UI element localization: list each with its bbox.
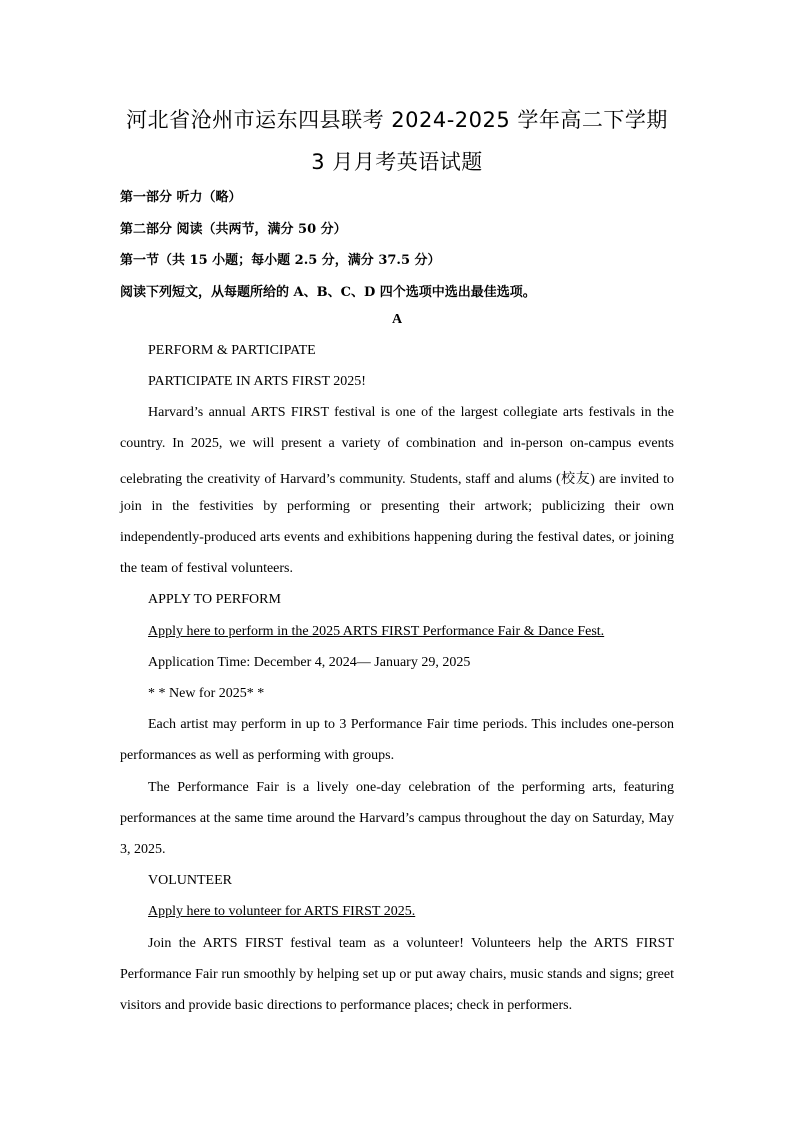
paragraph-line: Performance Fair run smoothly by helping set up or put away chairs, music stands and signs; greet	[120, 967, 674, 982]
paragraph-line: Join the ARTS FIRST festival team as a volunteer! Volunteers help the ARTS FIRST	[148, 936, 674, 951]
section-one-heading: 第一节（共 15 小题；每小题 2.5 分，满分 37.5 分）	[120, 253, 441, 268]
passage-heading-perform: PERFORM & PARTICIPATE	[148, 343, 316, 358]
paragraph-line: independently-produced arts events and exhibitions happening during the festival dates, or joining	[120, 530, 674, 545]
paragraph-line: 3, 2025.	[120, 842, 166, 857]
paragraph-line: performances at the same time around the Harvard’s campus throughout the day on Saturday, May	[120, 811, 674, 826]
part-one-heading: 第一部分 听力（略）	[120, 190, 242, 205]
passage-label: A	[391, 312, 403, 327]
volunteer-link[interactable]: Apply here to volunteer for ARTS FIRST 2025.	[148, 904, 416, 919]
passage-heading-participate: PARTICIPATE IN ARTS FIRST 2025!	[148, 374, 366, 389]
paragraph-line: celebrating the creativity of Harvard’s community. Students, staff and alums (校友) are invited to	[120, 472, 674, 487]
paragraph-line: The Performance Fair is a lively one-day celebration of the performing arts, featuring	[148, 780, 674, 795]
document-title-line-1: 河北省沧州市运东四县联考 2024-2025 学年高二下学期	[126, 108, 668, 132]
paragraph-line: country. In 2025, we will present a variety of combination and in-person on-campus events	[120, 436, 674, 451]
application-time: Application Time: December 4, 2024— January 29, 2025	[148, 655, 471, 670]
volunteer-heading: VOLUNTEER	[148, 873, 232, 888]
document-title-line-2: 3 月月考英语试题	[311, 150, 483, 174]
paragraph-line: Harvard’s annual ARTS FIRST festival is one of the largest collegiate arts festivals in the	[148, 405, 674, 420]
paragraph-line: Each artist may perform in up to 3 Performance Fair time periods. This includes one-person	[148, 717, 674, 732]
paragraph-line: join in the festivities by performing or presenting their artwork; publicizing their own	[120, 499, 674, 514]
new-for-2025-note: * * New for 2025* *	[148, 686, 265, 701]
apply-to-perform-heading: APPLY TO PERFORM	[148, 592, 281, 607]
reading-instructions: 阅读下列短文，从每题所给的 A、B、C、D 四个选项中选出最佳选项。	[120, 285, 536, 300]
paragraph-line: performances as well as performing with groups.	[120, 748, 395, 763]
paragraph-line: visitors and provide basic directions to performance places; check in performers.	[120, 998, 573, 1013]
apply-to-perform-link[interactable]: Apply here to perform in the 2025 ARTS FIRST Performance Fair & Dance Fest.	[148, 624, 605, 639]
part-two-heading: 第二部分 阅读（共两节，满分 50 分）	[120, 222, 347, 237]
paragraph-line: the team of festival volunteers.	[120, 561, 293, 576]
